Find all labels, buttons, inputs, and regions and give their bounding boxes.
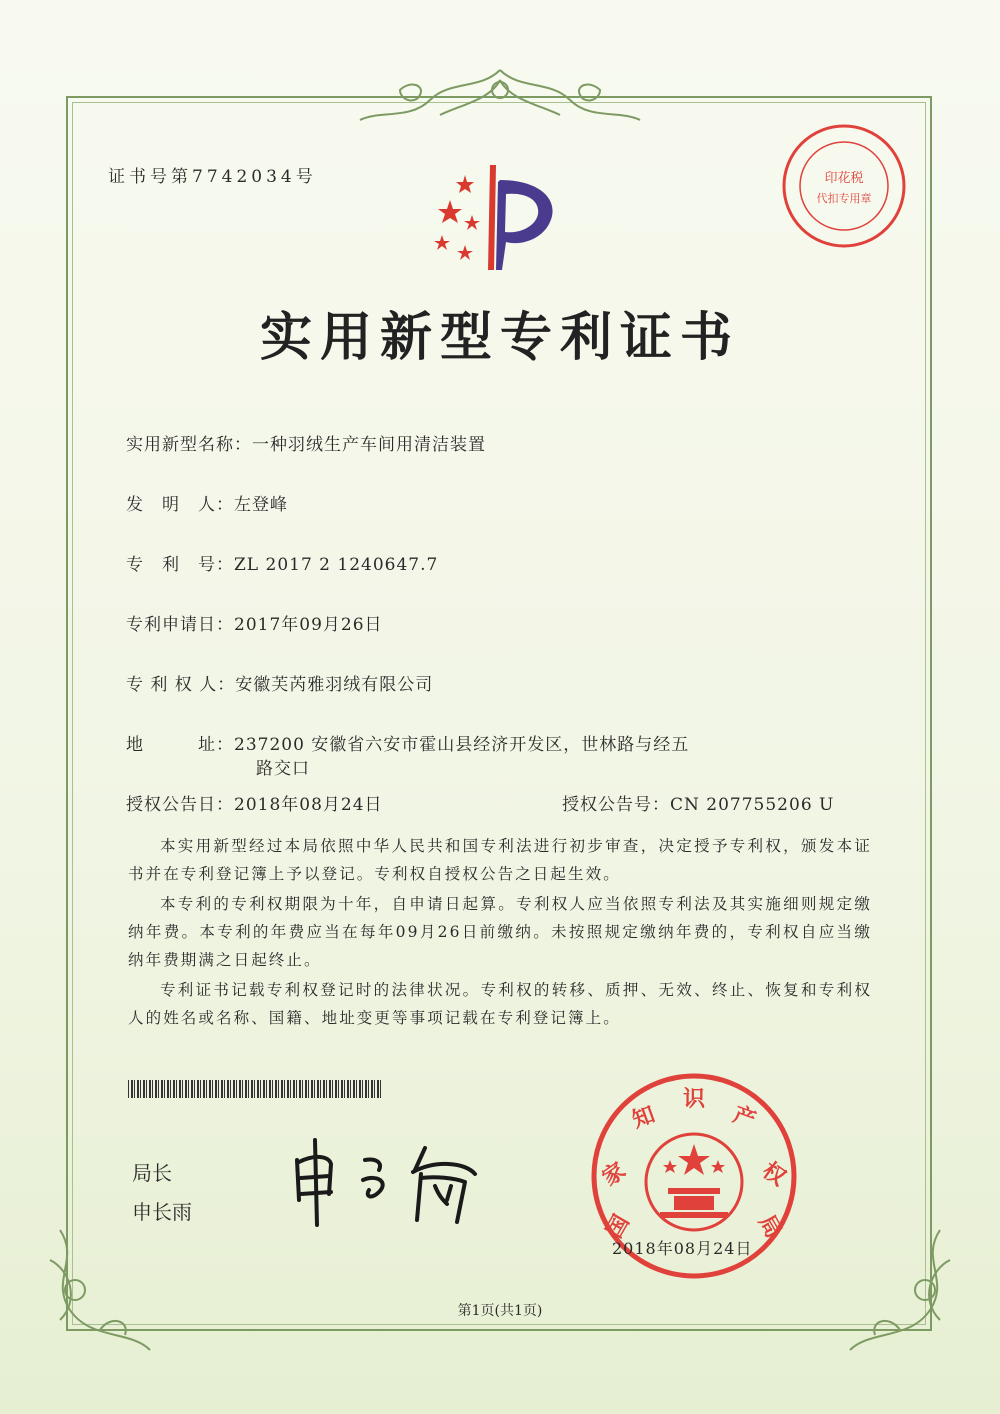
patent-number-row [126, 550, 438, 575]
signature-role: 局长 [132, 1161, 172, 1185]
field-label: 发 明 人： [126, 495, 234, 515]
field-label: 专 利 权 人： [126, 675, 236, 695]
field-label: 地 址： [126, 735, 234, 755]
body-paragraph-2: 本专利的专利权期限为十年，自申请日起算。专利权人应当依照专利法及其实施细则规定缴纳年费。本专利的年费应当在每年09月26日前缴纳。未按照规定缴纳年费的，专利权自应当缴纳年费期满之日起终止。 [128, 895, 872, 969]
field-value: 2017年09月26日 [234, 615, 383, 635]
field-value: 237200 安徽省六安市霍山县经济开发区，世林路与经五 [234, 735, 690, 755]
field-value: ZL 2017 2 1240647.7 [234, 555, 439, 575]
tax-stamp-icon [778, 120, 910, 252]
barcode [128, 1080, 382, 1098]
svg-text:国: 国 [601, 1210, 635, 1243]
field-label: 专利申请日： [126, 615, 234, 635]
patentee-row [126, 670, 433, 695]
top-ornament-icon [340, 60, 660, 130]
svg-text:家: 家 [597, 1157, 631, 1192]
address-row-line2: 路交口 [256, 759, 310, 779]
svg-text:代扣专用章: 代扣专用章 [816, 192, 872, 205]
page-indicator: 第1页(共1页) [457, 1303, 543, 1319]
field-label: 专 利 号： [126, 555, 234, 575]
bottom-left-ornament-icon [40, 1220, 170, 1360]
patent-office-logo-icon [420, 160, 580, 280]
svg-text:印花税: 印花税 [824, 171, 864, 186]
body-paragraph-1: 本实用新型经过本局依照中华人民共和国专利法进行初步审查，决定授予专利权，颁发本证书并在专利登记簿上予以登记。专利权自授权公告之日起生效。 [128, 837, 872, 883]
certificate-title: 实用新型专利证书 [259, 307, 740, 368]
svg-text:知: 知 [628, 1101, 659, 1134]
svg-text:产: 产 [729, 1101, 760, 1134]
grant-number-row [562, 790, 834, 815]
field-label: 授权公告号： [562, 795, 670, 815]
svg-text:局: 局 [753, 1210, 787, 1243]
svg-text:权: 权 [757, 1157, 791, 1192]
field-value: 一种羽绒生产车间用清洁装置 [252, 435, 486, 455]
address-row [126, 730, 689, 755]
utility-model-name-row [126, 430, 486, 455]
field-value: 2018年08月24日 [234, 795, 383, 815]
bottom-right-ornament-icon [830, 1220, 960, 1360]
field-label: 实用新型名称： [126, 435, 252, 455]
signature-name: 申长雨 [132, 1200, 192, 1224]
svg-text:识: 识 [682, 1086, 706, 1112]
certificate-number: 证书号第7742034号 [108, 167, 317, 187]
field-value: 左登峰 [234, 495, 288, 515]
body-paragraph-3: 专利证书记载专利权登记时的法律状况。专利权的转移、质押、无效、终止、恢复和专利权人的姓名或名称、国籍、地址变更等事项记载在专利登记簿上。 [128, 981, 872, 1027]
seal-date: 2018年08月24日 [612, 1239, 753, 1258]
field-value: 安徽芙芮雅羽绒有限公司 [235, 675, 434, 695]
field-label: 授权公告日： [126, 795, 234, 815]
handwritten-signature-icon [285, 1130, 505, 1230]
application-date-row [126, 610, 383, 635]
field-value: CN 207755206 U [670, 795, 835, 815]
inventor-row [126, 490, 288, 515]
grant-date-row [126, 790, 383, 815]
